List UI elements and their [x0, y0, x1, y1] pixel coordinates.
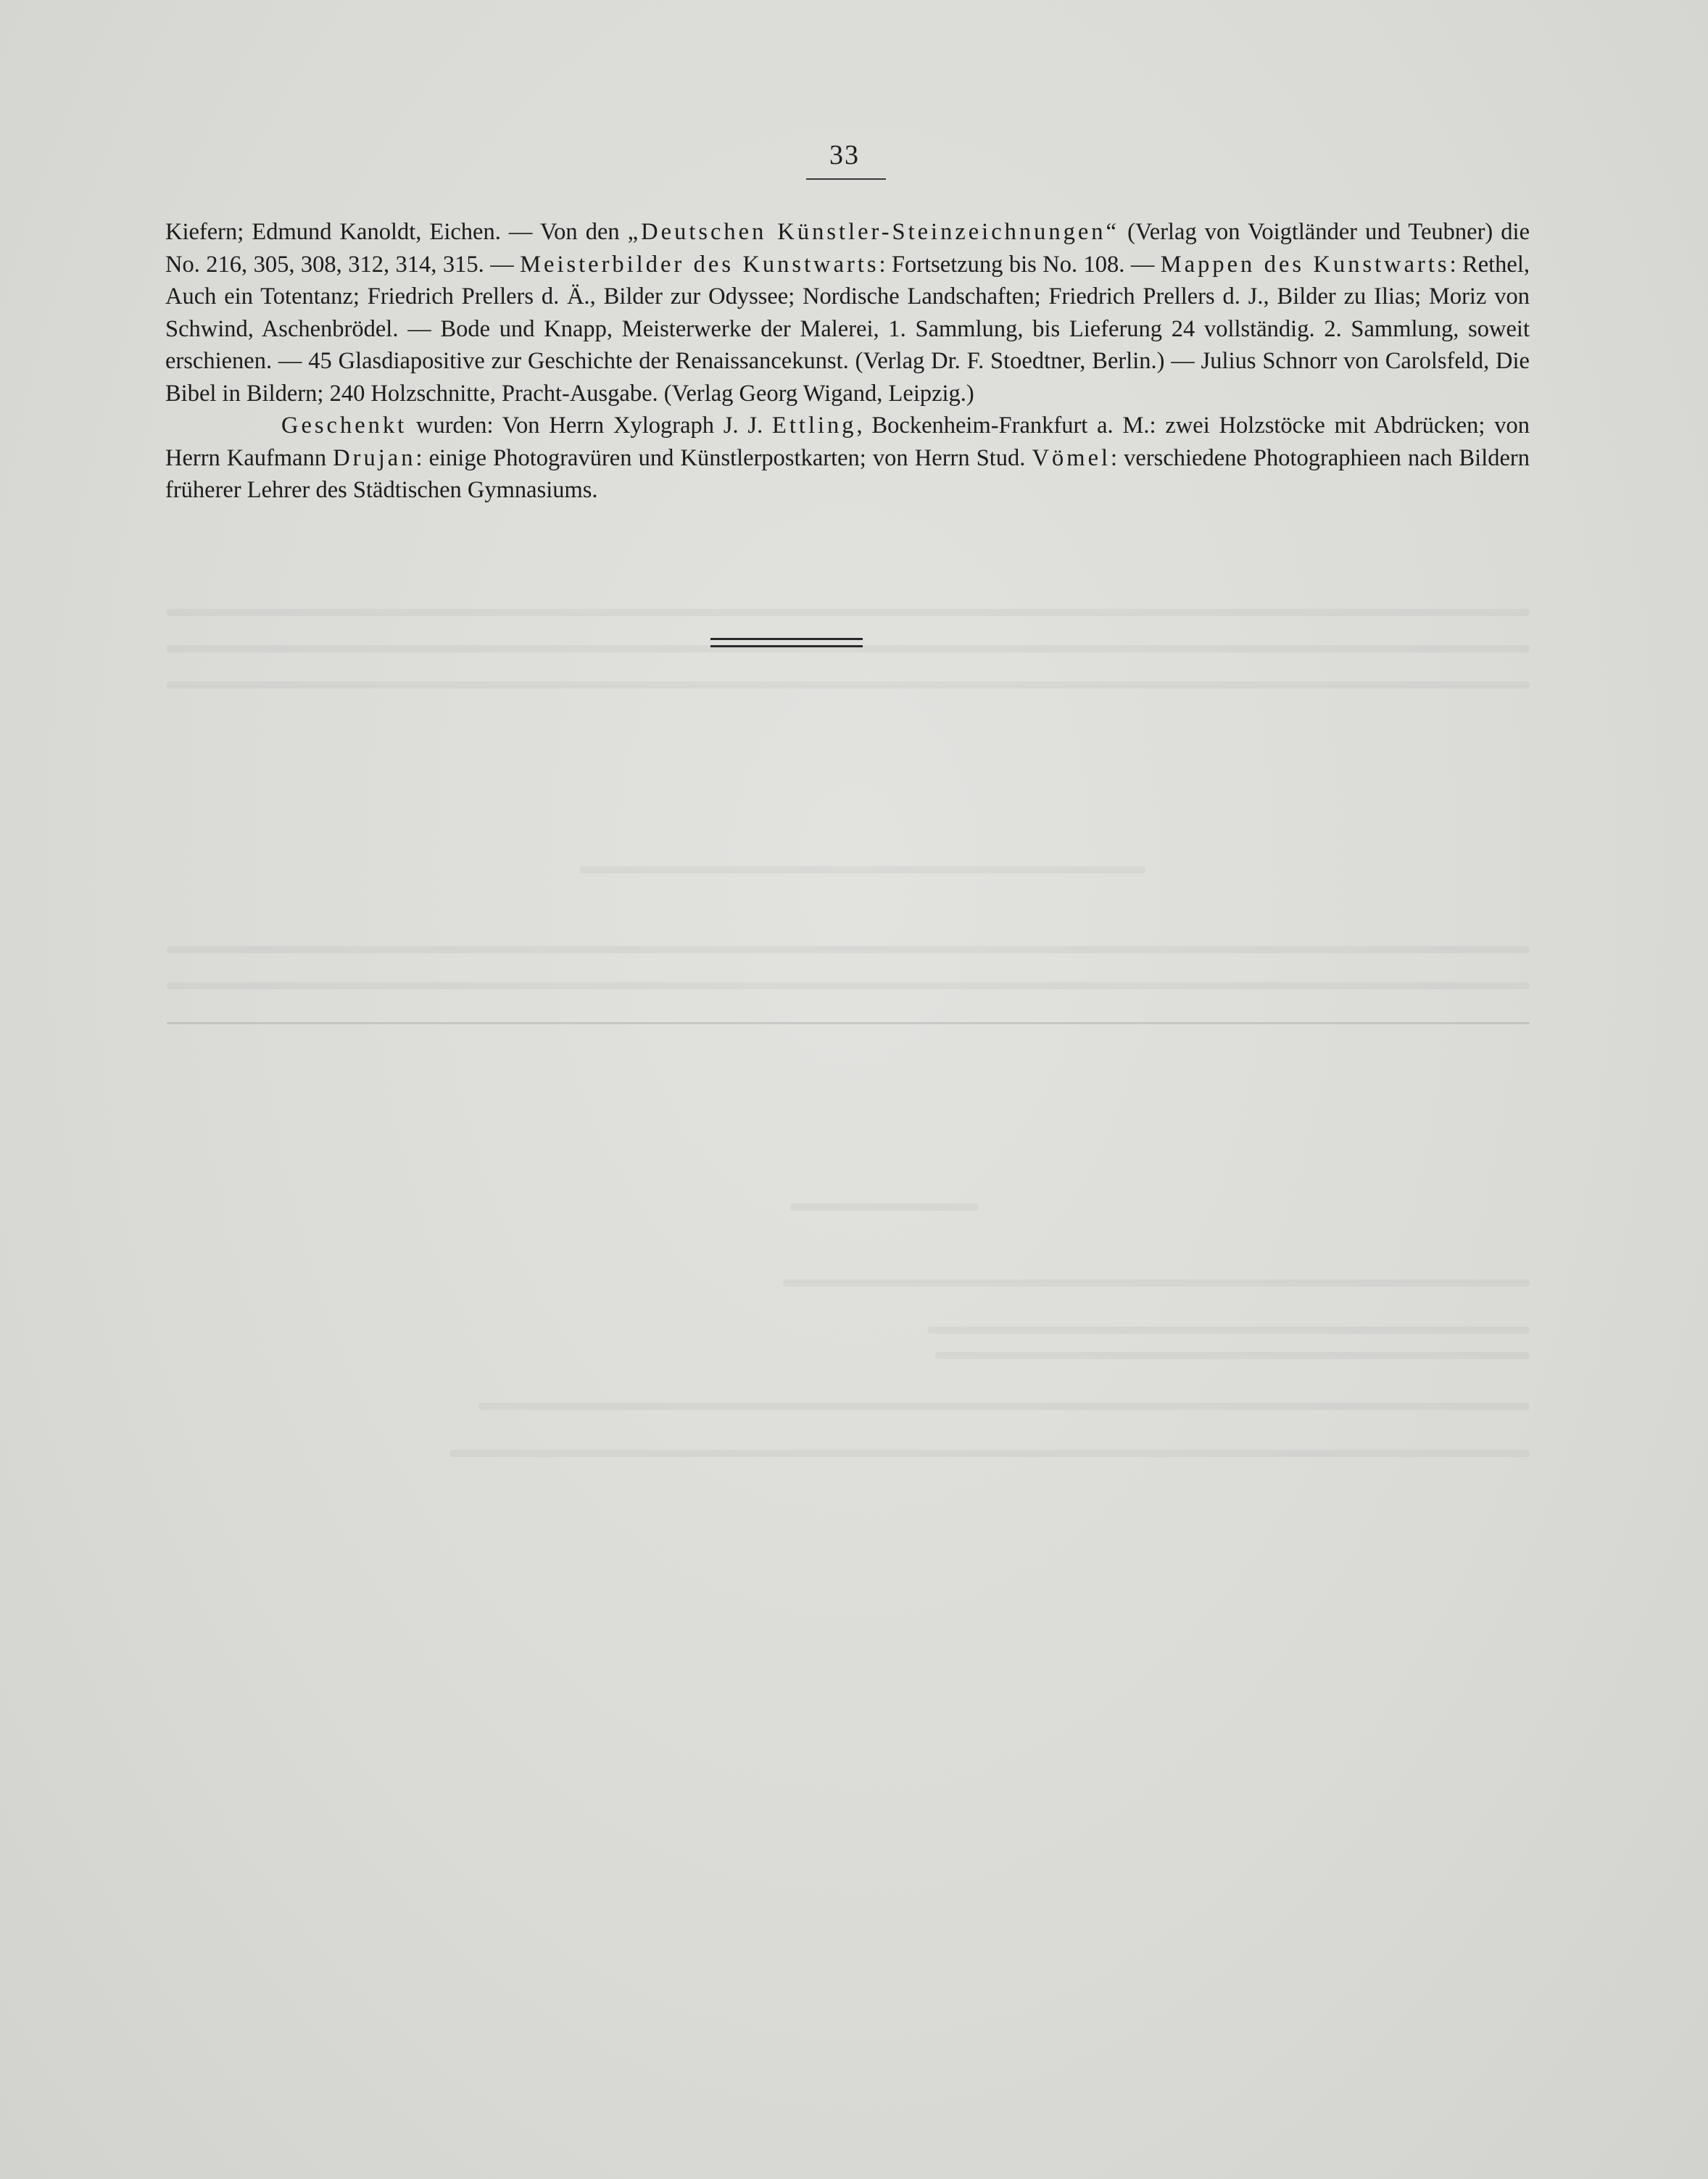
text-run: (Verlag von Voigtländer und Teubner) die No. 216, 305, 308, 312, 314, 315. — — [165, 219, 1530, 278]
paragraph-donations — [165, 410, 1530, 507]
bleed-through-line — [167, 681, 1530, 689]
bleed-through-line — [167, 609, 1530, 616]
text-run: : Rethel, Auch ein Totentanz; Friedrich Prellers d. Ä., Bilder zur Odyssee; Nordische Landschaften; Friedrich Prellers d. J., Bilder zu Ilias; Moriz von Schwind, Aschenbrödel. — Bode und Knapp, Meisterwerke der Malerei, 1. Sammlung, bis Lieferung 24 vollständig. 2. Sammlung, soweit erschienen. — 45 Glasdiapositive zur Geschichte der Renaissancekunst. (Verlag Dr. F. Stoedtner, Berlin.) — Julius Schnorr von Carolsfeld, Die Bibel in Bildern; 240 Holzschnitte, Pracht-Ausgabe. (Verlag Georg Wigand, Leipzig.) — [165, 251, 1530, 407]
spaced-name: Vömel — [1032, 444, 1111, 471]
paragraph-acquisitions — [165, 216, 1530, 410]
bleed-through-line — [167, 982, 1530, 989]
bleed-through-line — [580, 866, 1145, 873]
body-text — [165, 216, 1530, 507]
bleed-through-line — [783, 1279, 1530, 1287]
spaced-title: Mappen des Kunstwarts — [1160, 251, 1450, 278]
bleed-through-line — [167, 946, 1530, 953]
bleed-through-line — [449, 1450, 1530, 1457]
text-run: : einige Photogravüren und Künstlerpostkarten; von Herrn Stud. — [415, 444, 1032, 471]
spaced-heading: Geschenkt — [281, 412, 407, 439]
spaced-title: „Deutschen Künstler-Steinzeichnungen“ — [627, 219, 1119, 245]
bleed-through-line — [928, 1327, 1530, 1334]
page-number: 33 — [829, 140, 860, 170]
text-run: : Fortsetzung bis No. 108. — — [879, 251, 1161, 278]
page-number-rule — [806, 178, 886, 180]
section-divider-bottom — [710, 645, 863, 647]
bleed-through-line — [167, 1022, 1530, 1024]
text-run: wurden: Von Herrn Xylograph J. J. — [407, 412, 773, 439]
text-run: : verschiedene Photographieen nach Bildern früherer Lehrer des Städtischen Gymnasiums. — [165, 444, 1530, 503]
section-divider-top — [710, 638, 863, 640]
bleed-through-line — [790, 1203, 979, 1211]
spaced-name: Drujan — [333, 444, 416, 471]
spaced-name: Ettling — [772, 412, 857, 439]
bleed-through-line — [478, 1403, 1530, 1410]
bleed-through-line — [935, 1352, 1530, 1359]
text-run: , Bockenheim-Frankfurt a. M.: zwei Holzstöcke mit Abdrücken; von Herrn Kaufmann — [165, 412, 1530, 471]
text-run: Kiefern; Edmund Kanoldt, Eichen. — Von den — [165, 219, 628, 245]
spaced-title: Meisterbilder des Kunstwarts — [520, 251, 879, 278]
